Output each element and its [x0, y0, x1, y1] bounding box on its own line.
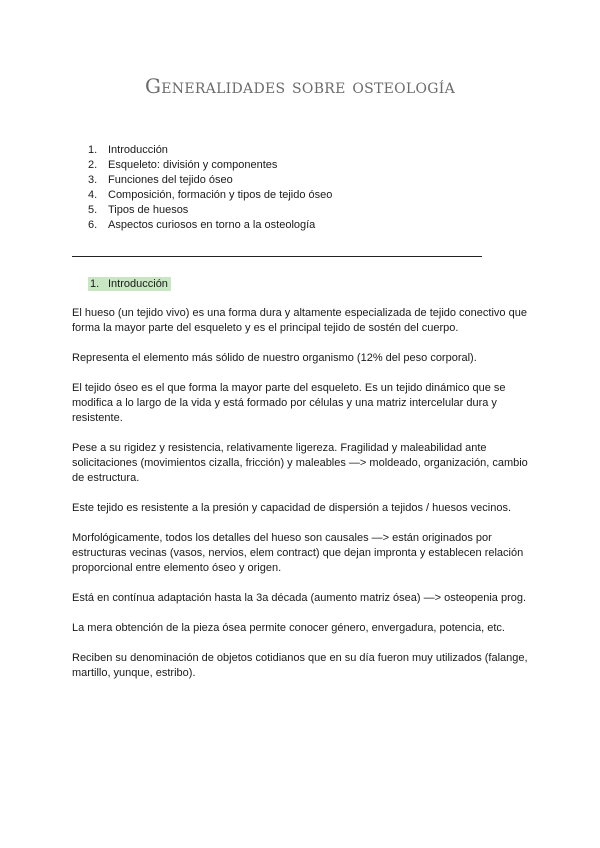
paragraph: Morfológicamente, todos los detalles del hueso son causales —> están originados por estructuras vecinas (vasos, nervios, elem contract) que dejan impronta y establecen relación proporcional entre elemento óseo y origen.: [72, 532, 524, 574]
toc-item: [88, 218, 332, 233]
toc-item: [88, 143, 332, 158]
body-text: [72, 306, 532, 696]
paragraph: Está en contínua adaptación hasta la 3a década (aumento matriz ósea) —> osteopenia prog.: [72, 592, 527, 604]
toc-item-label: Esqueleto: división y componentes: [108, 159, 278, 171]
toc-item: [88, 188, 332, 203]
paragraph: Pese a su rigidez y resistencia, relativamente ligereza. Fragilidad y maleabilidad ante solicitaciones (movimientos cizalla, fricción) y maleables —> moldeado, organización, cambio de estructura.: [72, 442, 528, 484]
horizontal-divider: [72, 256, 482, 257]
toc-item-label: Tipos de huesos: [108, 204, 189, 216]
paragraph: El tejido óseo es el que forma la mayor parte del esqueleto. Es un tejido dinámico que se modifica a lo largo de la vida y está formado por células y una matriz intercelular dura y resistente.: [72, 382, 506, 424]
document-title: Generalidades sobre osteología: [144, 74, 456, 98]
toc-item-number: 3.: [88, 174, 98, 186]
table-of-contents: [88, 143, 332, 233]
paragraph: El hueso (un tejido vivo) es una forma dura y altamente especializada de tejido conectivo que forma la mayor parte del esqueleto y es el principal tejido de sostén del cuerpo.: [72, 307, 527, 334]
paragraph: La mera obtención de la pieza ósea permite conocer género, envergadura, potencia, etc.: [72, 622, 505, 634]
toc-item-number: 5.: [88, 204, 98, 216]
toc-item-number: 6.: [88, 219, 98, 231]
toc-item-label: Introducción: [108, 144, 168, 156]
toc-item-number: 1.: [88, 144, 98, 156]
paragraph: Reciben su denominación de objetos cotidianos que en su día fueron muy utilizados (falange, martillo, yunque, estribo).: [72, 652, 528, 679]
toc-item-number: 4.: [88, 189, 98, 201]
toc-item: [88, 173, 332, 188]
paragraph: Representa el elemento más sólido de nuestro organismo (12% del peso corporal).: [72, 352, 477, 364]
toc-item: [88, 158, 332, 173]
toc-item-label: Composición, formación y tipos de tejido óseo: [108, 189, 333, 201]
section-heading-highlighted: [88, 277, 171, 291]
toc-item: [88, 203, 332, 218]
paragraph: Este tejido es resistente a la presión y capacidad de dispersión a tejidos / huesos vecinos.: [72, 502, 512, 514]
toc-item-number: 2.: [88, 159, 98, 171]
toc-item-label: Funciones del tejido óseo: [108, 174, 233, 186]
toc-item-label: Aspectos curiosos en torno a la osteología: [108, 219, 316, 231]
section-number: 1.: [90, 278, 100, 290]
section-label: Introducción: [108, 278, 168, 290]
